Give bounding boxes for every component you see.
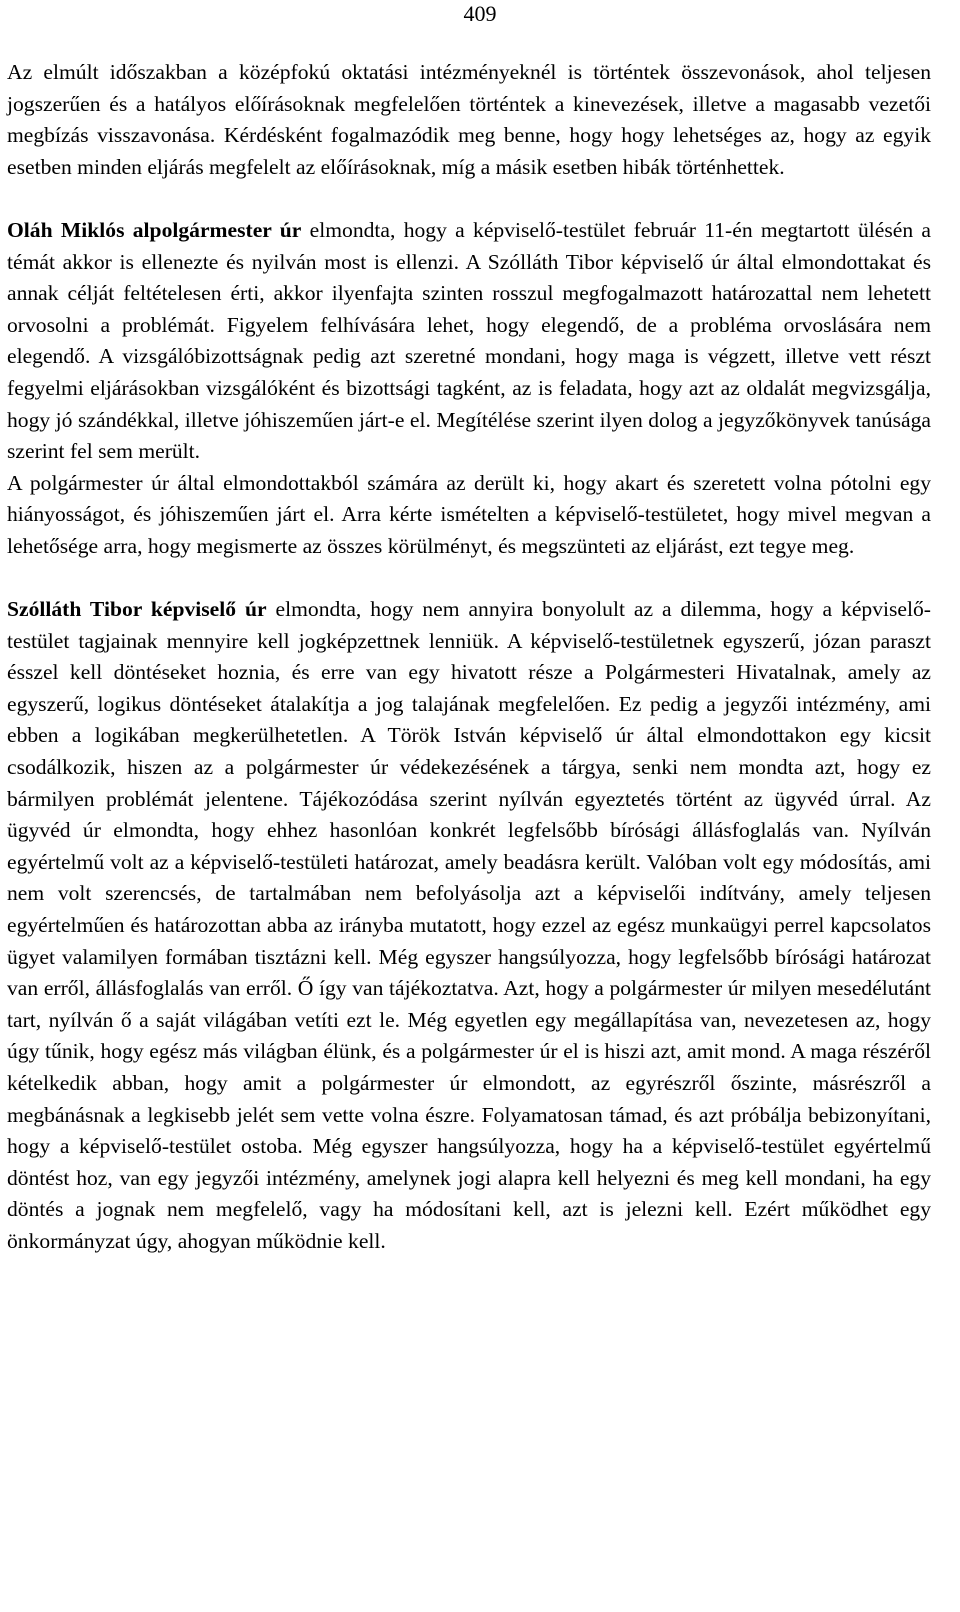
page-number: 409 (463, 1, 497, 26)
paragraph-gap (7, 563, 931, 595)
paragraph-text: Az elmúlt időszakban a középfokú oktatási intézményeknél is történtek összevonások, ahol teljesen jogszerűen és a hatályos előírásoknak megfelelően történtek a kinevezések, illetve a magasabb vezetői megbízás visszavonása. Kérdésként fogalmazódik meg benne, hogy hogy lehetséges az, hogy az egyik esetben minden eljárás megfelelt az előírásoknak, míg a másik esetben hibák történhettek. (7, 60, 931, 179)
paragraph-text: A polgármester úr által elmondottakból számára az derült ki, hogy akart és szeretett volna pótolni egy hiányosságot, és jóhiszeműen járt el. Arra kérte ismételten a képviselő-testületet, hogy mivel megvan a lehetősége arra, hogy megismerte az összes körülményt, és megszünteti az eljárást, ezt tegye meg. (7, 470, 931, 558)
paragraph-olah-miklos (7, 215, 931, 468)
speaker-name: Szólláth Tibor képviselő úr (7, 597, 267, 622)
speaker-name: Oláh Miklós alpolgármester úr (7, 217, 302, 242)
document-body (7, 57, 931, 1258)
paragraph-gap (7, 183, 931, 215)
paragraph-szollath-tibor (7, 594, 931, 1257)
paragraph-intro (7, 57, 931, 183)
paragraph-text: elmondta, hogy a képviselő-testület február 11-én megtartott ülésén a témát akkor is ellenezte és nyilván most is ellenzi. A Szólláth Tibor képviselő úr által elmondottakat és annak célját feltételesen érti, akkor ilyenfajta szinten rosszul megfogalmazott határozattal nem lehetett orvosolni a problémát. Figyelem felhívására lehet, hogy elegendő, de a probléma orvoslására nem elegendő. A vizsgálóbizottságnak pedig azt szeretné mondani, hogy maga is végzett, illetve vett részt fegyelmi eljárásokban vizsgálóként és bizottsági tagként, az is feladata, hogy azt az oldalát megvizsgálja, hogy jó szándékkal, illetve jóhiszeműen járt-e el. Megítélése szerint ilyen dolog a jegyzőkönyvek tanúsága szerint fel sem merült. (7, 217, 931, 464)
paragraph-text: elmondta, hogy nem annyira bonyolult az a dilemma, hogy a képviselő-testület tagjainak mennyire kell jogképzettnek lenniük. A képviselő-testületnek egyszerű, józan paraszt ésszel kell döntéseket hoznia, és erre van egy hivatott része a Polgármesteri Hivatalnak, amely az egyszerű, logikus döntéseket átalakítja a jog talajának megfelelően. Ez pedig a jegyzői intézmény, ami ebben a logikában megkerülhetetlen. A Török István képviselő úr által elmondottakon egy kicsit csodálkozik, hiszen az a polgármester úr védekezésének a tárgya, senki nem mondta azt, hogy ez bármilyen problémát jelentene. Tájékozódása szerint nyílván egyeztetés történt az ügyvéd úrral. Az ügyvéd úr elmondta, hogy ehhez hasonlóan konkrét legfelsőbb bírósági állásfoglalás van. Nyílván egyértelmű volt az a képviselő-testületi határozat, amely beadásra került. Valóban volt egy módosítás, ami nem volt szerencsés, de tartalmában nem befolyásolja azt a képviselői indítvány, amely teljesen egyértelműen és határozottan abba az irányba mutatott, hogy ezzel az egész munkaügyi perrel kapcsolatos ügyet valamilyen formában tisztázni kell. Még egyszer hangsúlyozza, hogy legfelsőbb bírósági határozat van erről, állásfoglalás van erről. Ő így van tájékoztatva. Azt, hogy a polgármester úr milyen mesedélutánt tart, nyílván ő a saját világában vetíti ezt le. Még egyetlen egy megállapítása van, nevezetesen az, hogy úgy tűnik, hogy egész más világban élünk, és a polgármester úr el is hiszi azt, amit mond. A maga részéről kételkedik abban, hogy amit a polgármester úr elmondott, az egyrészről őszinte, másrészről a megbánásnak a legkisebb jelét sem vette volna észre. Folyamatosan támad, és azt próbálja bebizonyítani, hogy a képviselő-testület ostoba. Még egyszer hangsúlyozza, hogy ha a képviselő-testület egyértelmű döntést hoz, van egy jegyzői intézmény, amelynek jogi alapra kell helyezni és meg kell mondani, ha egy döntés a jognak nem megfelelő, vagy ha módosítani kell, azt is jelezni kell. Ezért működhet egy önkormányzat úgy, ahogyan működnie kell. (7, 597, 931, 1253)
paragraph-polgarmester-summary (7, 468, 931, 563)
